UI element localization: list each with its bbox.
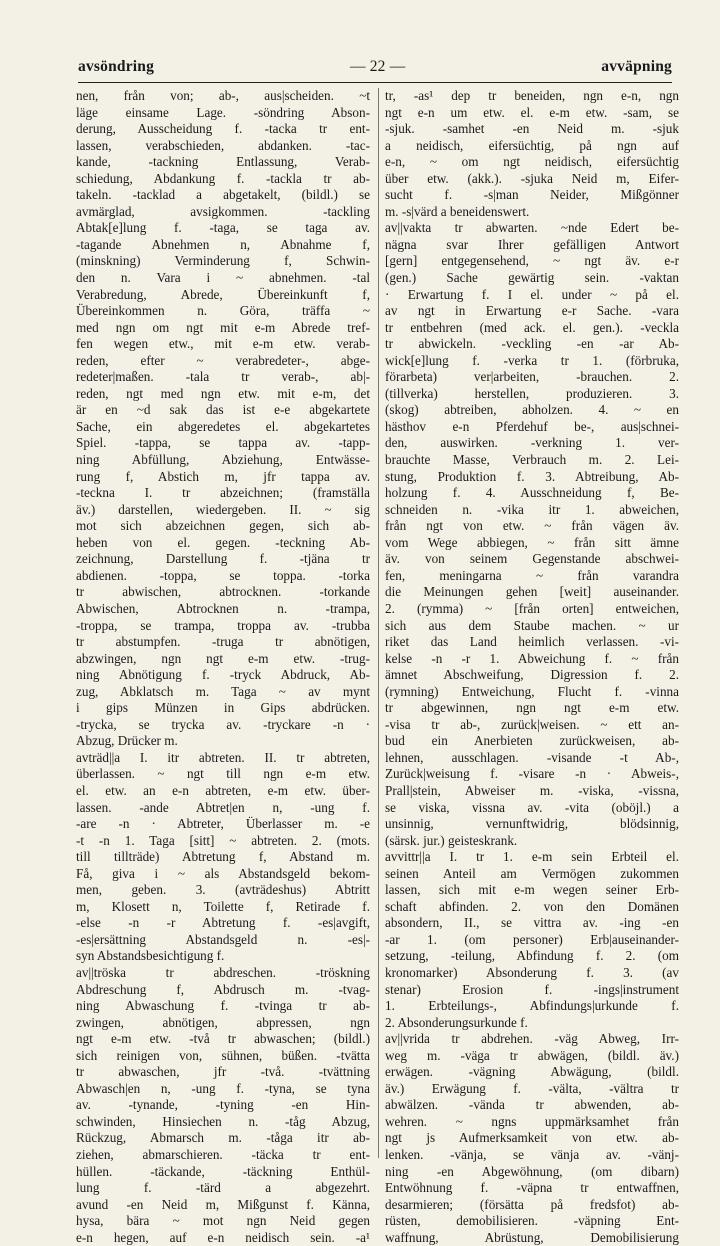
entry-line: fen wegen etw., mit e-m etw. verab- [76,336,370,352]
entry-line: äv.) Erwägung f. -välta, -vältra tr [385,1080,679,1096]
entry-line: nägna svar Ihrer gefälligen Antwort [385,236,679,252]
entry-line: schwinden, Hinsiechen n. -tåg Abzug, [76,1113,370,1129]
entry-line: i gips Münzen in Gips abdrücken. [76,700,370,716]
entry-line: -tagande Abnehmen n, Abnahme f, [76,236,370,252]
entry-line: mot sich abzeichnen gegen, sich ab- [76,518,370,534]
entry-line: über etw. (akk.). -sjuka Neid m, Eifer- [385,170,679,186]
entry-line: absondern, II., se vittra av. -ing -en [385,915,679,931]
header-rule [78,82,672,83]
entry-line: Übereinkommen n. Göra, träffa ~ [76,303,370,319]
entry-line: abzwingen, ngn ngt e-m etw. -trug- [76,650,370,666]
entry-line: Abzug, Drücker m. [76,733,178,749]
entry-line: lung f. -tärd a abgezehrt. [76,1180,370,1196]
entry-line: nen, från von; ab-, aus|scheiden. ~t [76,88,370,103]
entry-line: stung, Produktion f. 3. Abtreibung, Ab- [385,468,679,484]
header-left-guideword: avsöndring [78,58,155,75]
entry-line: schiedung, Abdankung f. -tackla tr ab- [76,170,370,186]
entry-line: se viska, vissna av. -vita (oböjl.) a [385,799,679,815]
entry-line: lenken. -vänja, se vänja av. -vänj- [385,1147,679,1162]
entry-line: ning Abwaschung f. -tvinga tr ab- [76,998,370,1014]
entry-line: schaft abfinden. 2. von den Domänen [385,898,679,914]
entry-line: abdienen. -toppa, se toppa. -torka [76,567,370,583]
entry-line: weg m. -väga tr abwägen, (bildl. äv.) [385,1047,679,1063]
entry-line: ngt js Aufmerksamkeit von etw. ab- [385,1130,679,1146]
entry-line: redeter|maßen. -tala tr verab-, ab|- [76,369,370,385]
entry-line: Verabredung, Abrede, Übereinkunft f, [76,286,370,302]
entry-line: den n. Vara i ~ abnehmen. -tal [76,270,370,286]
entry-line: -are -n · Abtreter, Überlasser m. -e [76,816,370,832]
entry-line: av ngt in Erwartung e-r Sache. -vara [385,303,679,319]
entry-line: Sache, ein abgeredetes el. abgekartetes [76,418,370,434]
entry-line: syn Abstandsbesichtigung f. [76,948,225,964]
entry-line: (gen.) Sache gewärtig sein. -vaktan [385,270,679,286]
entry-line: -es|ersättning Abstandsgeld n. -es|- [76,931,370,947]
entry-line: ämnet Abschweifung, Digression f. 2. [385,667,679,683]
entry-line: Abtak[e]lung f. -taga, se taga av. [76,220,370,236]
entry-line: derung, Ausscheidung f. -tacka tr ent- [76,121,370,137]
entry-line: av. -tynande, -tyning -en Hin- [76,1097,370,1113]
entry-line: förarbeta) ver|arbeiten, -brauchen. 2. [385,369,679,385]
entry-line: kronomarker) Absonderung f. 3. (av [385,964,679,980]
entry-line: 2. Absonderungsurkunde f. [385,1014,528,1030]
entry-line: Rückzug, Abmarsch m. -tåga itr ab- [76,1130,370,1146]
entry-line: a neidisch, eifersüchtig, på ngn auf [385,137,679,153]
entry-line: schneiden n. -vika itr 1. abweichen, [385,501,679,517]
entry-line: äv. von seinem Gegenstande abschwei- [385,551,679,567]
entry-line: Få, giva i ~ als Abstandsgeld bekom- [76,865,370,881]
entry-line: (minskning) Verminderung f, Schwin- [76,253,370,269]
entry-line: (särsk. jur.) geisteskrank. [385,832,518,848]
entry-line: zwingen, abnötigen, abpressen, ngn [76,1014,370,1030]
entry-line: kelse -n -r 1. Abweichung f. ~ från [385,650,679,666]
entry-line: avmärglad, avsigkommen. -tackling [76,203,370,219]
entry-line: die Meinungen gehen [weit] auseinander. [385,584,679,600]
entry-line: waffnung, Abrüstung, Demobilisierung [385,1229,679,1245]
entry-line: tr abstumpfen. -truga tr abnötigen, [76,634,370,650]
entry-line: zug, Abklatsch m. Taga ~ av mynt [76,683,370,699]
entry-line: Spiel. -tappa, se tappa av. -tapp- [76,435,370,451]
entry-line: abwälzen. -vända tr abwenden, ab- [385,1097,679,1113]
entry-line: av||vrida tr abdrehen. -väg Abweg, Irr- [385,1031,679,1047]
right-column [385,88,679,1245]
entry-line: tr abgewinnen, ngn ngt e-m etw. [385,700,679,716]
entry-line: -troppa, se trampa, troppa av. -trubba [76,617,370,633]
entry-line: ning Abnötigung f. -tryck Abdruck, Ab- [76,667,370,683]
page-header [78,54,672,80]
entry-line: riket das Land heimlich verlassen. -vi- [385,634,679,650]
entry-line: -teckna I. tr abzeichnen; (framställa [76,485,370,501]
entry-line: vom Wege abbiegen, ~ från sitt ämne [385,534,679,550]
entry-line: rüsten, demobilisieren. -väpning Ent- [385,1213,679,1229]
entry-line: takeln. -tacklad a abgetakelt, (bildl.) se [76,187,370,203]
entry-line: Entwöhnung f. -väpna tr entwaffnen, [385,1180,679,1196]
entry-line: heben von el. gegen. -teckning Ab- [76,534,370,550]
entry-line: av||tröska tr abdreschen. -tröskning [76,964,370,980]
entry-line: Abwischen, Abtrocknen n. -trampa, [76,600,370,616]
entry-line: -ar 1. (om personer) Erb|auseinander- [385,931,679,947]
entry-line: (tillverka) herstellen, produzieren. 3. [385,385,679,401]
entry-line: lassen, sich mit e-m wegen seiner Erb- [385,882,679,898]
entry-line: tr entbehren (med ack. el. gen.). -veckla [385,319,679,335]
entry-line: -trycka, se trycka av. -tryckare -n · [76,716,370,732]
entry-line: zeichnung, Darstellung f. -tjäna tr [76,551,370,567]
entry-line: (rymning) Entweichung, Flucht f. -vinna [385,683,679,699]
entry-line: sich reinigen von, sühnen, büßen. -tvätta [76,1047,370,1063]
entry-line: -else -n -r Abtretung f. -es|avgift, [76,915,370,931]
entry-line: setzung, -teilung, Abfindung f. 2. (om [385,948,679,964]
entry-line: Abwasch|en n, -ung f. -tyna, se tyna [76,1080,370,1096]
entry-line: [gern] entgegensehend, ~ ngt äv. e-r [385,253,679,269]
entry-line: lassen. -ande Abtret|en n, -ung f. [76,799,370,815]
entry-line: bud ein Anerbieten zurückweisen, ab- [385,733,679,749]
entry-line: Prall|stein, Abweiser m. -viska, -vissna, [385,782,679,798]
entry-line: reden, ngt med ngn etw. mit e-m, det [76,385,370,401]
entry-line: 2. (rymma) ~ [från orten] entweichen, [385,600,679,616]
entry-line: · Erwartung f. I el. under ~ på el. [385,286,679,302]
entry-line: e-n, ~ om ngt neidisch, eifersüchtig [385,154,679,170]
entry-line: unsinnig, vernunftwidrig, blödsinnig, [385,816,679,832]
entry-line: av||vakta tr abwarten. ~nde Edert be- [385,220,679,236]
entry-line: tr abwaschen, jfr -två. -tvättning [76,1064,370,1080]
entry-line: hüllen. -täckande, -täckning Enthül- [76,1163,370,1179]
entry-line: men, geben. 3. (avträdeshus) Abtritt [76,882,370,898]
entry-line: ning Abfüllung, Abziehung, Entwässe- [76,452,370,468]
entry-line: till tillträde) Abtretung f, Abstand m. [76,849,370,865]
entry-line: sucht f. -s|man Neider, Mißgönner [385,187,679,203]
entry-line: ngt e-m etw. -två tr abwaschen; (bildl.) [76,1031,370,1047]
entry-line: ngt e-n um etw. el. e-m etw. -sam, se [385,104,679,120]
entry-line: wick[e]lung f. -verka tr 1. (förbruka, [385,352,679,368]
header-right-guideword: avväpning [601,58,672,75]
entry-line: avund -en Neid m, Mißgunst f. Känna, [76,1196,370,1212]
entry-line: desarmieren; (försätta på fredsfot) ab- [385,1196,679,1212]
entry-line: Abdreschung f, Abdrusch m. -tvag- [76,981,370,997]
entry-line: e-n hegen, auf e-n neidisch sein. -a¹ [76,1229,370,1245]
entry-line: überlassen. ~ ngt till ngn e-m etw. [76,766,370,782]
entry-line: (skog) abtreiben, abholzen. 4. ~ en [385,402,679,418]
entry-line: Zurück|weisung f. -visare -n · Abweis-, [385,766,679,782]
entry-line: avträd||a I. itr abtreten. II. tr abtreten, [76,749,370,765]
entry-line: avvittr||a I. tr 1. e-m sein Erbteil el. [385,849,679,865]
entry-line: erwägen. -vägning Abwägung, (bildl. [385,1064,679,1080]
entry-line: m, Klosett n, Toilette f, Retirade f. [76,898,370,914]
entry-line: ning -en Abgewöhnung, (om dibarn) [385,1163,679,1179]
entry-line: tr abwischen, abtrocknen. -torkande [76,584,370,600]
left-column [76,88,370,1245]
entry-line: lehnen, ausschlagen. -visande -t Ab-, [385,749,679,765]
page-number: — 22 — [349,58,406,75]
entry-line: lassen, verabschieden, abdanken. -tac- [76,137,370,153]
entry-line: wehren. ~ ngns uppmärksamhet från [385,1113,679,1129]
entry-line: kande, -tackning Entlassung, Verab- [76,154,370,170]
entry-line: den, auswirken. -verkning 1. ver- [385,435,679,451]
entry-line: brauchte Masse, Verbrauch m. 2. Lei- [385,452,679,468]
entry-line: 1. Erbteilungs-, Abfindungs|urkunde f. [385,998,679,1014]
entry-line: rung f, Abstich m, jfr tappa av. [76,468,370,484]
entry-line: läge einsame Lage. -söndring Abson- [76,104,370,120]
entry-line: från ngt von etw. ~ från vägen äv. [385,518,679,534]
entry-line: hästhov e-n Pferdehuf be-, aus|schnei- [385,418,679,434]
entry-line: fen, meningarna ~ från varandra [385,567,679,583]
entry-line: -visa tr ab-, zurück|weisen. ~ ett an- [385,716,679,732]
entry-line: reden, efter ~ verabredeter-, abge- [76,352,370,368]
entry-line: sich aus dem Staube machen. ~ ur [385,617,679,633]
entry-line: hysa, bära ~ mot ngn Neid gegen [76,1213,370,1229]
entry-line: tr, -as¹ dep tr beneiden, ngn e-n, ngn [385,88,679,103]
entry-line: seinen Anteil am Vermögen zukommen [385,865,679,881]
entry-line: el. etw. an e-n abtreten, e-m etw. über- [76,782,370,798]
entry-line: ziehen, abmarschieren. -täcka tr ent- [76,1147,370,1162]
entry-line: äv.) darstellen, wiedergeben. II. ~ sig [76,501,370,517]
entry-line: -t -n 1. Taga [sitt] ~ abtreten. 2. (mots. [76,832,370,848]
entry-line: m. -s|värd a beneidenswert. [385,203,530,219]
entry-line: -sjuk. -samhet -en Neid m. -sjuk [385,121,679,137]
entry-line: tr abwickeln. -veckling -en -ar Ab- [385,336,679,352]
entry-line: med ngn om ngt mit e-m Abrede tref- [76,319,370,335]
entry-line: holzung f. 4. Ausschneidung f, Be- [385,485,679,501]
column-divider [378,88,379,1158]
entry-line: stenar) Erosion f. -ings|instrument [385,981,679,997]
entry-line: är en ~d sak das ist e-e abgekartete [76,402,370,418]
